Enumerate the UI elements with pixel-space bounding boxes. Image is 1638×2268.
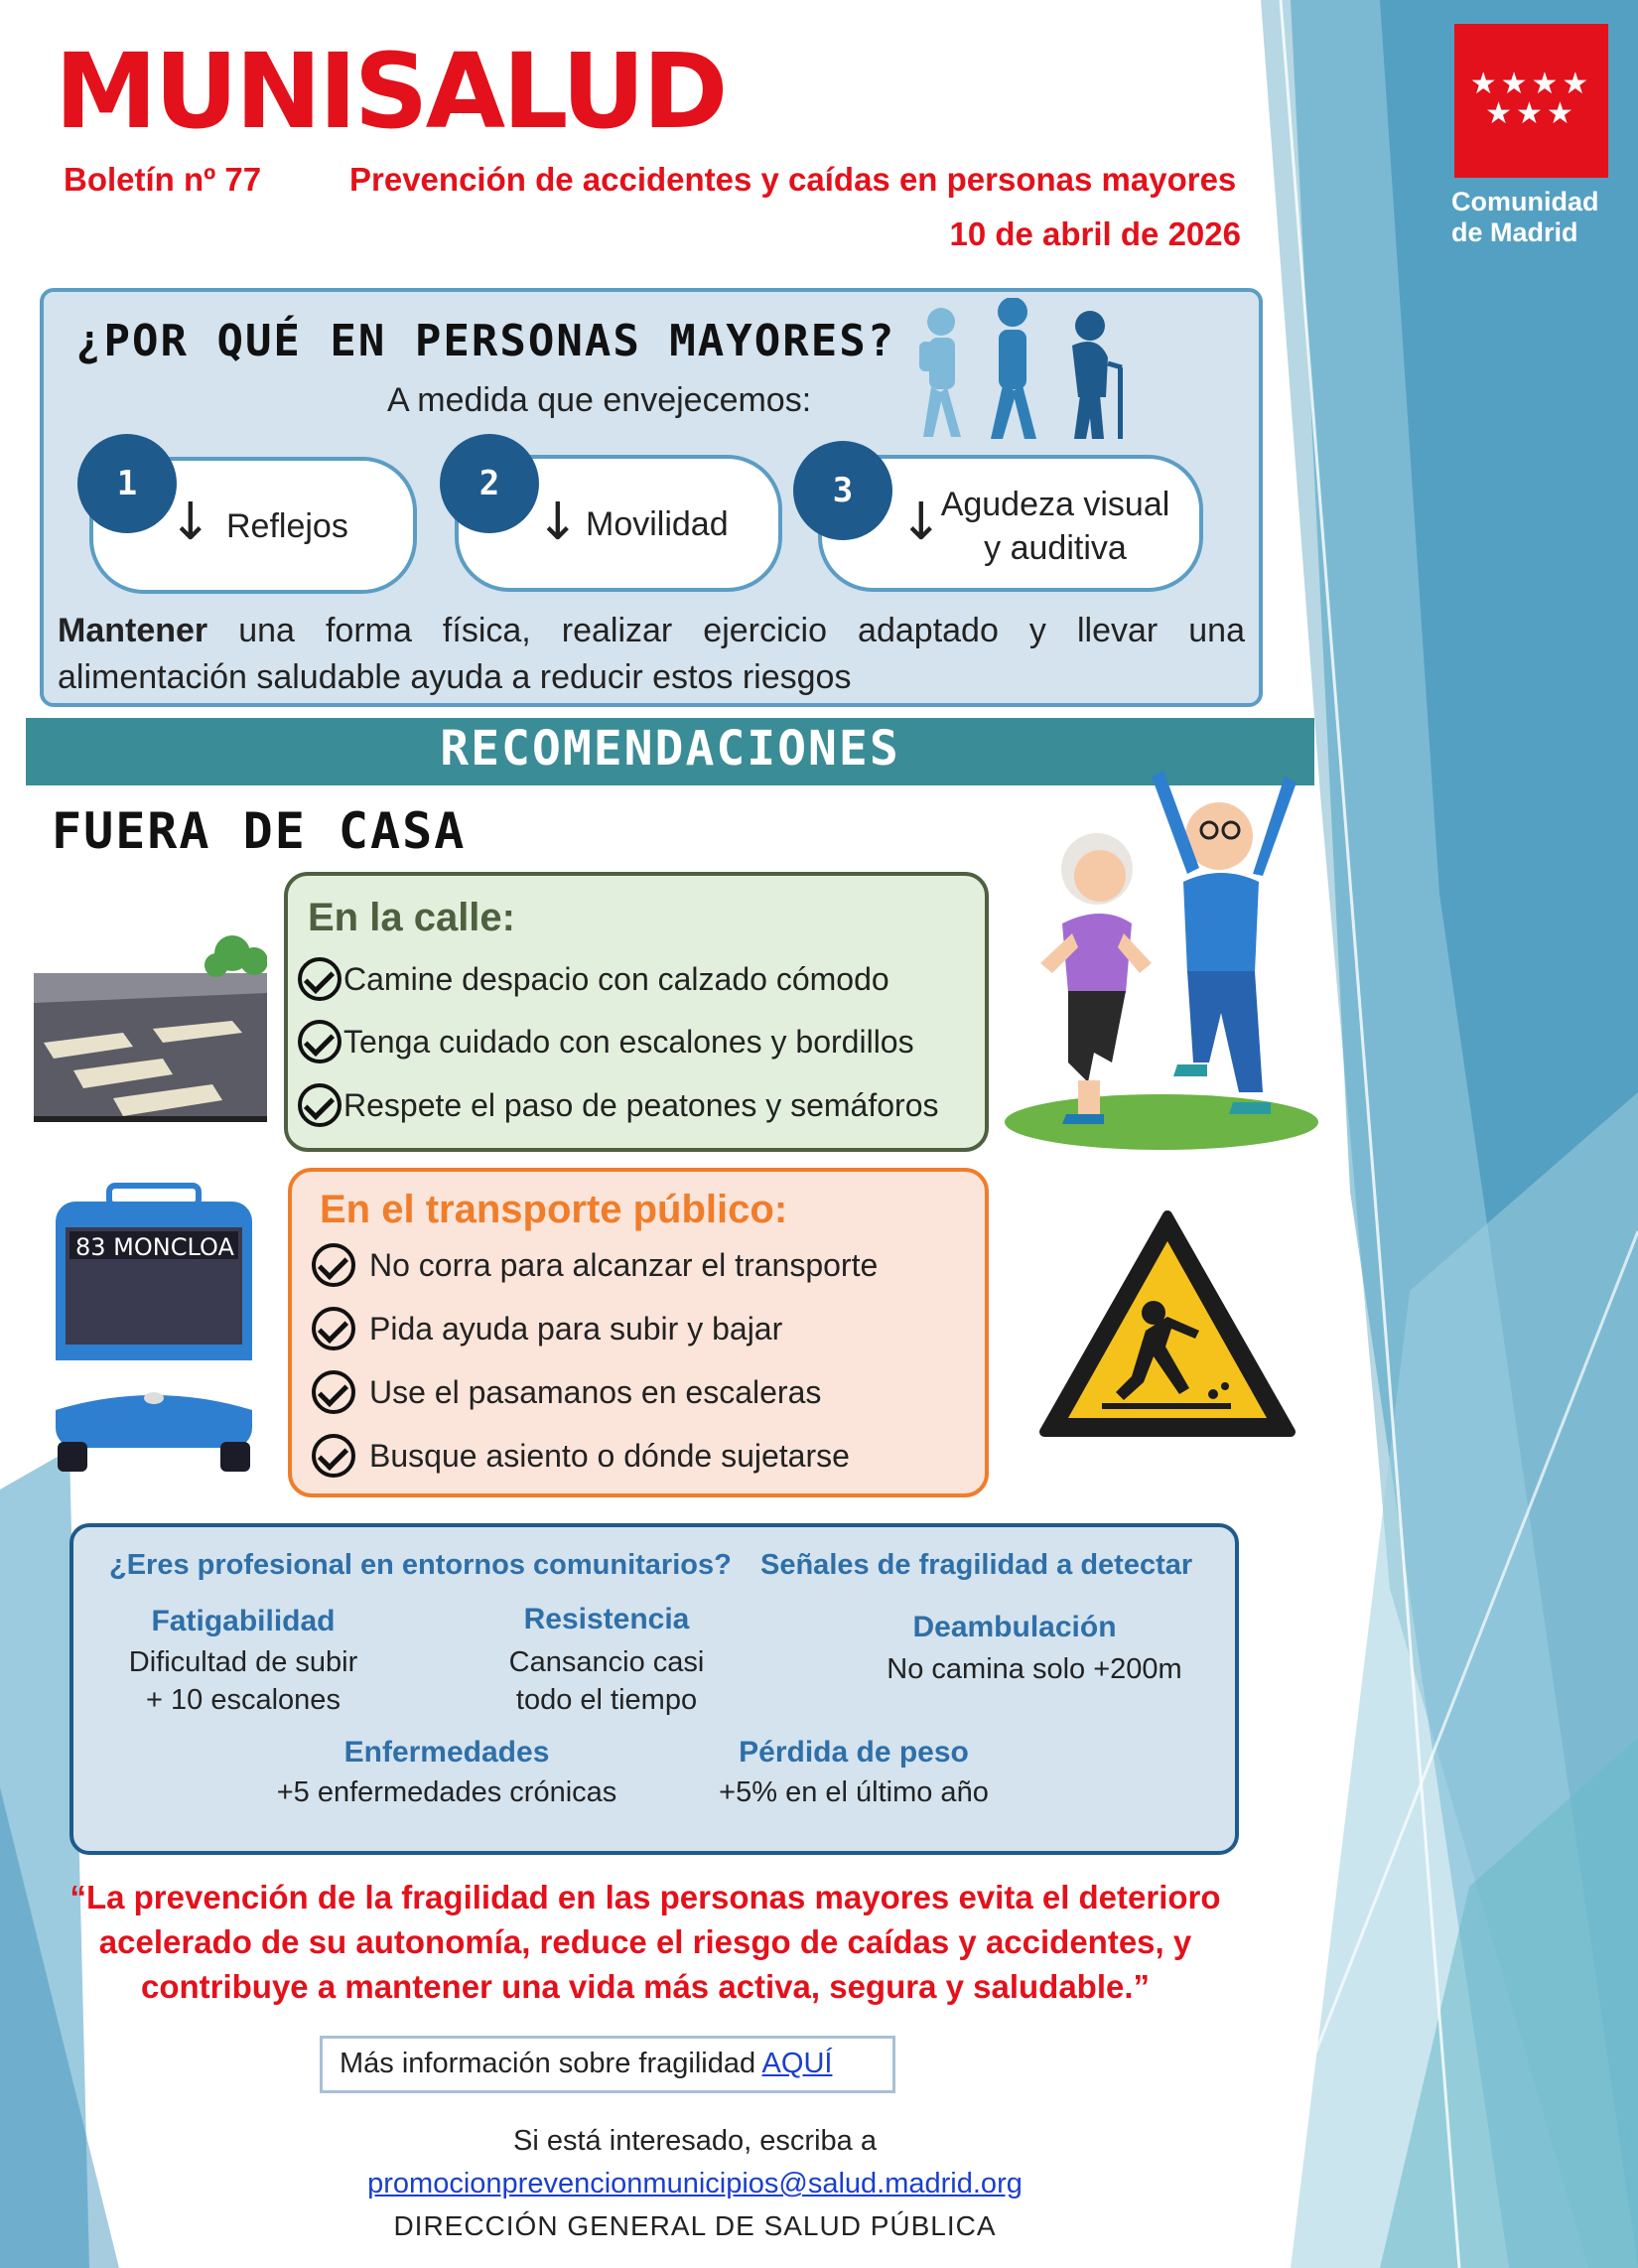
list-item: Pida ayuda para subir y bajar [312, 1307, 782, 1350]
sign-diseases-desc: +5 enfermedades crónicas [276, 1776, 617, 1808]
bulletin-number: Boletín nº 77 [64, 161, 262, 198]
crosswalk-icon [34, 933, 267, 1122]
recommendations-title: RECOMENDACIONES [440, 721, 900, 777]
check-circle-icon [298, 957, 341, 1001]
number-badge-1: 1 [77, 434, 177, 533]
sign-weight-loss-desc: +5% en el último año [719, 1776, 989, 1808]
comunidad-madrid-logo [1454, 24, 1608, 178]
fragility-signs-title: Señales de fragilidad a detectar [760, 1549, 1193, 1581]
street-heading: En la calle: [308, 896, 515, 939]
arrow-down-icon: ↓ [536, 493, 580, 552]
bulletin-subject: Prevención de accidentes y caídas en personas mayores [349, 161, 1237, 198]
bus-destination-sign: 83 MONCLOA [75, 1233, 234, 1261]
sign-ambulation-title: Deambulación [912, 1611, 1117, 1643]
footer-organization: DIRECCIÓN GENERAL DE SALUD PÚBLICA [393, 2210, 997, 2241]
list-item: Busque asiento o dónde sujetarse [312, 1434, 850, 1478]
more-info-text: Más información sobre fragilidad AQUÍ [340, 2048, 833, 2079]
list-item: Tenga cuidado con escalones y bordillos [298, 1020, 914, 1063]
mobility-label: Movilidad [586, 505, 729, 543]
why-title: ¿POR QUÉ EN PERSONAS MAYORES? [75, 316, 896, 366]
check-circle-icon [298, 1020, 341, 1063]
sign-diseases-title: Enfermedades [343, 1736, 550, 1769]
check-circle-icon [312, 1243, 355, 1287]
bus-icon [50, 1182, 258, 1472]
aging-figures-icon [913, 298, 1142, 447]
contact-email-link[interactable]: promocionprevencionmunicipios@salud.madrid.org [367, 2168, 1023, 2199]
sign-fatigability-title: Fatigabilidad [151, 1605, 336, 1637]
sign-fatigability-desc: Dificultad de subir + 10 escalones [128, 1646, 358, 1716]
list-item: Use el pasamanos en escaleras [312, 1370, 821, 1414]
logo-caption: Comunidad de Madrid [1451, 187, 1599, 247]
check-circle-icon [312, 1307, 355, 1350]
elderly-couple-exercising-icon [1003, 765, 1320, 1152]
more-info-link[interactable]: AQUÍ [761, 2048, 833, 2079]
check-circle-icon [312, 1370, 355, 1414]
professional-question: ¿Eres profesional en entornos comunitarios? [109, 1549, 732, 1581]
contact-intro: Si está interesado, escriba a [513, 2125, 877, 2157]
list-item: Camine despacio con calzado cómodo [298, 957, 889, 1001]
sign-resistance-desc: Cansancio casi todo el tiempo [508, 1646, 705, 1716]
arrow-down-icon: ↓ [899, 493, 943, 552]
outside-home-title: FUERA DE CASA [52, 802, 467, 860]
list-item: Respete el paso de peatones y semáforos [298, 1083, 938, 1127]
transport-heading: En el transporte público: [320, 1188, 788, 1231]
aging-intro: A medida que envejecemos: [387, 381, 812, 419]
slippery-floor-warning-icon [1036, 1207, 1298, 1442]
sign-weight-loss-title: Pérdida de peso [739, 1736, 969, 1769]
stars-icon: ★★★★ ★★★ [1469, 68, 1593, 130]
visual-hearing-label: Agudeza visual y auditiva [940, 486, 1170, 567]
arrow-down-icon: ↓ [169, 493, 212, 552]
check-circle-icon [298, 1083, 341, 1127]
number-badge-3: 3 [793, 441, 892, 540]
reflexes-label: Reflejos [226, 507, 348, 545]
number-badge-2: 2 [440, 434, 539, 533]
sign-resistance-title: Resistencia [523, 1603, 690, 1635]
list-item: No corra para alcanzar el transporte [312, 1243, 878, 1287]
maintain-text: Mantener una forma física, realizar ejercicio adaptado y llevar una alimentación saludable ayuda a reducir estos riesgos [58, 612, 1245, 696]
bulletin-date: 10 de abril de 2026 [949, 215, 1241, 252]
prevention-quote: “La prevención de la fragilidad en las personas mayores evita el deterioro acelerado de su autonomía, reduce el riesgo de caídas y accidentes, y contribuye a mantener una vida más activa, segura y saludable.” [69, 1879, 1221, 2005]
brand-title: MUNISALUD [55, 31, 726, 152]
check-circle-icon [312, 1434, 355, 1478]
sign-ambulation-desc: No camina solo +200m [887, 1653, 1182, 1685]
